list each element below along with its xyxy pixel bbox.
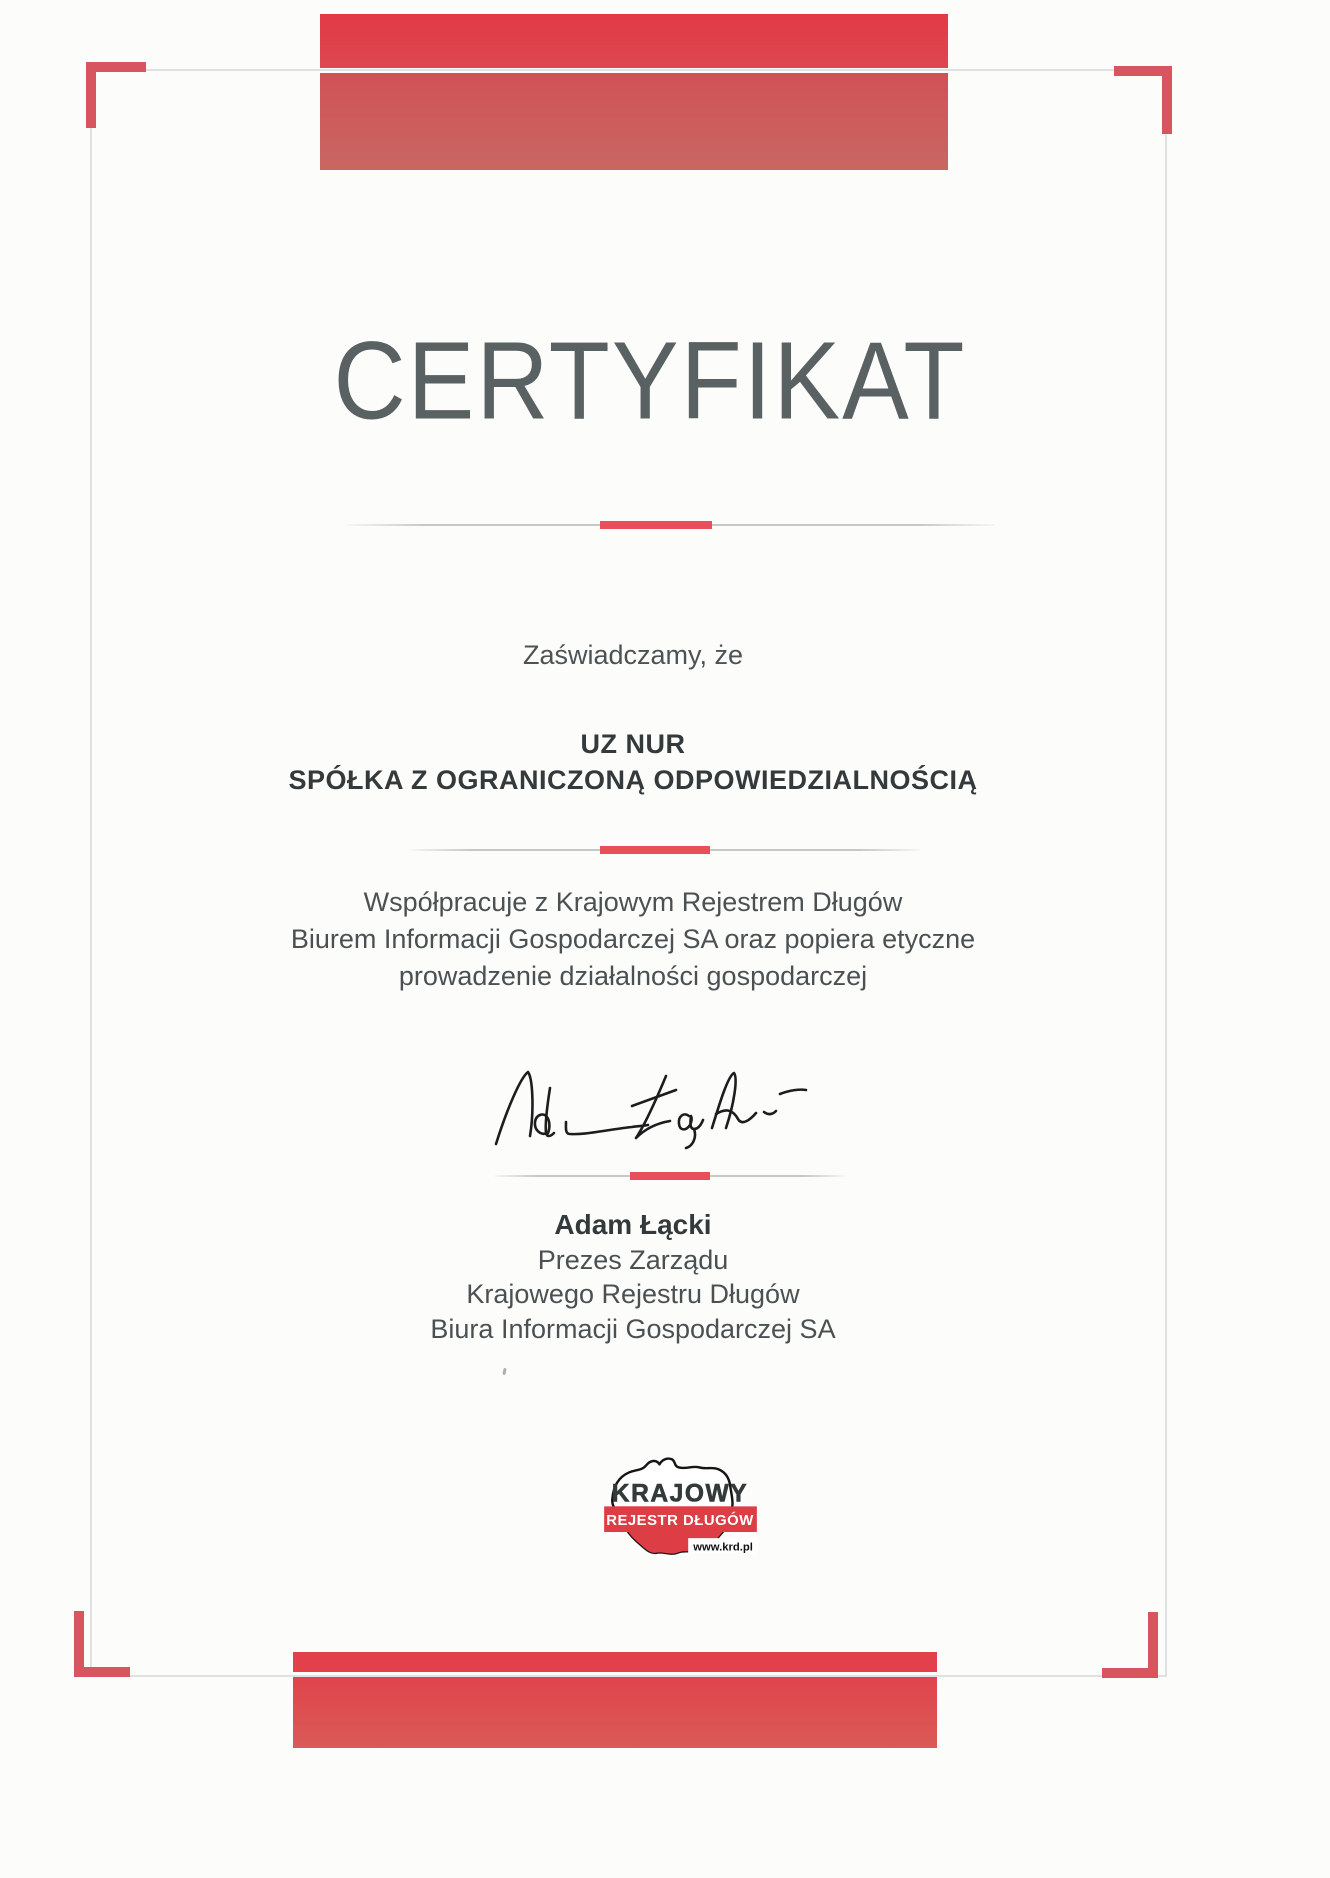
frame-border bbox=[90, 69, 1167, 1677]
signatory-name: Adam Łącki bbox=[554, 1209, 712, 1240]
body-paragraph bbox=[0, 884, 1266, 995]
corner-mark-bottom-left bbox=[74, 1611, 130, 1677]
divider-top-accent bbox=[600, 521, 712, 529]
bottom-banner-upper bbox=[293, 1652, 937, 1672]
divider-middle-accent bbox=[600, 846, 710, 854]
company-name bbox=[0, 726, 1266, 798]
signatory-block bbox=[0, 1208, 1266, 1346]
corner-mark-top-right bbox=[1114, 66, 1172, 134]
company-name-line1: UZ NUR bbox=[580, 729, 686, 759]
scan-artifact-dot bbox=[502, 1368, 506, 1375]
divider-signature-accent bbox=[630, 1172, 710, 1180]
logo-top-text: KRAJOWY bbox=[611, 1480, 749, 1508]
company-name-line2: SPÓŁKA Z OGRANICZONĄ ODPOWIEDZIALNOŚCIĄ bbox=[288, 765, 978, 795]
statement-text: Zaświadczamy, że bbox=[522, 640, 744, 670]
signatory-org-line1: Krajowego Rejestru Długów bbox=[466, 1279, 800, 1309]
bottom-banner-lower bbox=[293, 1677, 937, 1748]
corner-mark-top-left bbox=[86, 62, 146, 128]
body-line3: prowadzenie działalności gospodarczej bbox=[398, 961, 868, 991]
logo-website-text: www.krd.pl bbox=[693, 1541, 753, 1554]
body-line1: Współpracuje z Krajowym Rejestrem Długów bbox=[363, 887, 903, 917]
corner-mark-bottom-right bbox=[1102, 1612, 1158, 1678]
top-banner-lower bbox=[320, 73, 948, 170]
page-title: CERTYFIKAT bbox=[333, 319, 967, 443]
body-line2: Biurem Informacji Gospodarczej SA oraz popiera etyczne bbox=[290, 924, 976, 954]
signatory-org-line2: Biura Informacji Gospodarczej SA bbox=[430, 1313, 836, 1344]
logo-band-text: REJESTR DŁUGÓW bbox=[606, 1512, 754, 1529]
top-banner-upper bbox=[320, 14, 948, 68]
signatory-role: Prezes Zarządu bbox=[537, 1244, 729, 1275]
krd-logo bbox=[598, 1452, 762, 1570]
handwritten-signature bbox=[480, 1062, 810, 1157]
